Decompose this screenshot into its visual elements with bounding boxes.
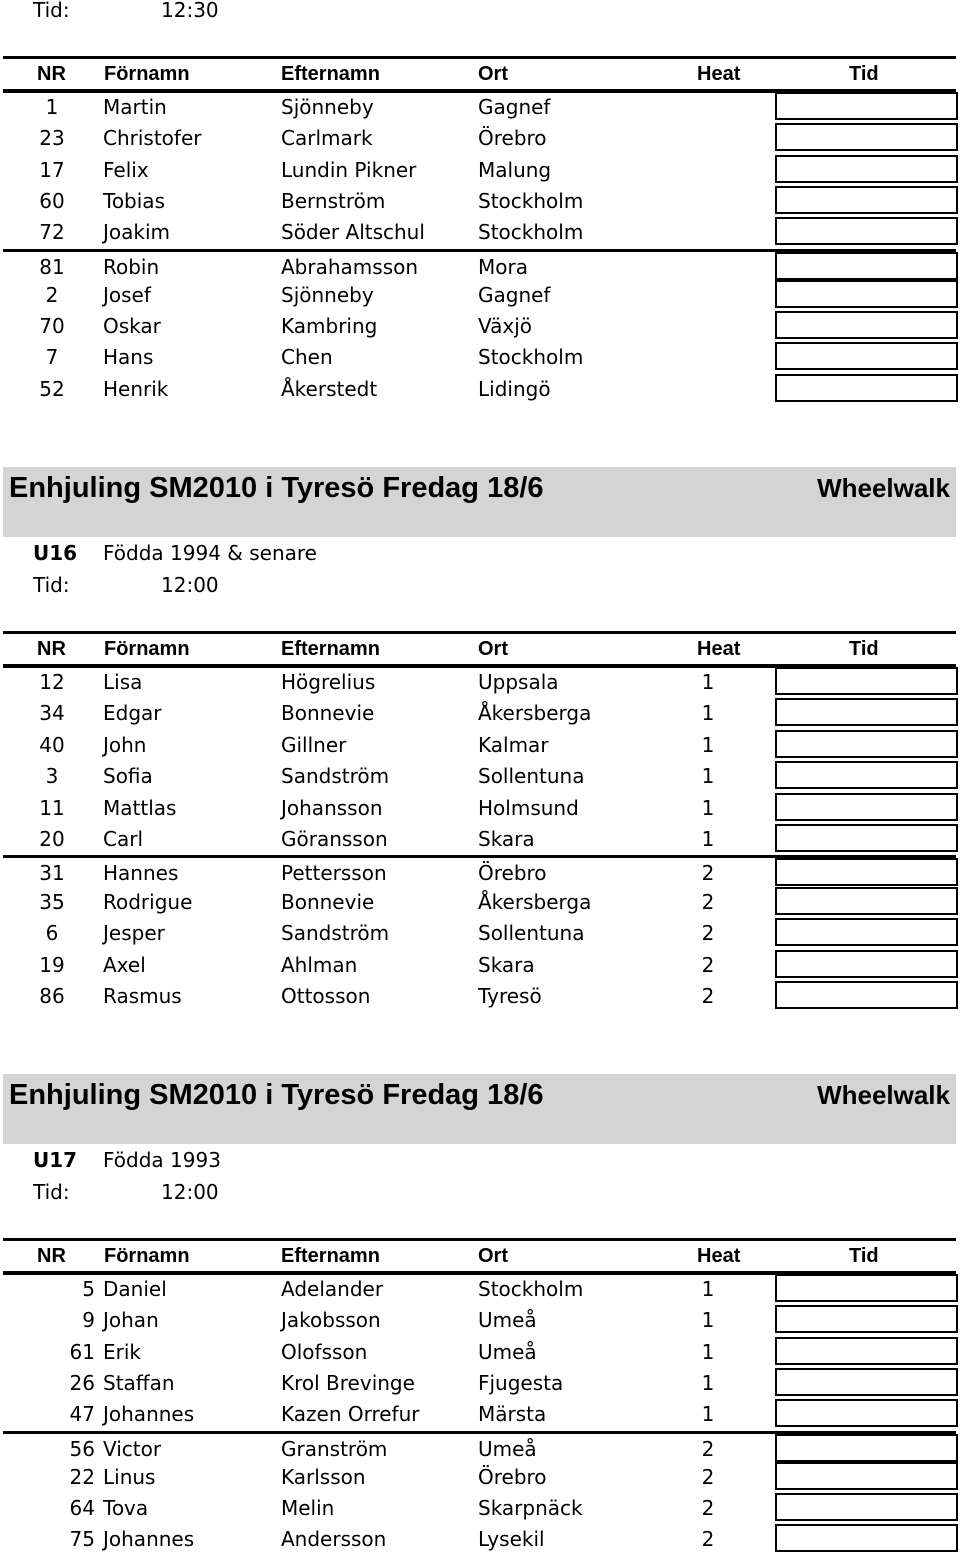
time-entry-box[interactable] <box>775 667 958 695</box>
time-entry-box[interactable] <box>775 252 958 280</box>
time-label: Tid: <box>33 0 70 22</box>
table-row <box>3 186 956 217</box>
city: Åkersberga <box>478 889 592 914</box>
table-header <box>3 1238 956 1275</box>
class-line <box>33 1145 221 1175</box>
first-name: Lisa <box>103 670 143 694</box>
entry-number: 6 <box>45 921 59 946</box>
first-name: Joakim <box>103 220 171 245</box>
time-entry-box[interactable] <box>775 280 958 308</box>
last-name: Sjönneby <box>281 282 374 307</box>
heat-number: 1 <box>701 1277 715 1301</box>
table-row <box>3 311 956 342</box>
entry-number: 31 <box>39 861 65 886</box>
last-name: Bonnevie <box>281 701 375 726</box>
entry-number: 70 <box>39 314 65 339</box>
last-name: Melin <box>281 1496 335 1521</box>
first-name: Tova <box>103 1496 149 1521</box>
header-fornamn: Förnamn <box>104 1245 190 1267</box>
time-entry-box[interactable] <box>775 1524 958 1552</box>
entry-number: 2 <box>45 282 59 307</box>
event-banner <box>3 467 956 537</box>
entry-number: 52 <box>39 376 65 401</box>
entry-number: 12 <box>39 670 65 694</box>
time-entry-box[interactable] <box>775 186 958 214</box>
time-value: 12:00 <box>161 573 219 597</box>
time-entry-box[interactable] <box>775 1368 958 1396</box>
table-row <box>3 249 956 283</box>
entry-number: 23 <box>39 126 65 151</box>
last-name: Lundin Pikner <box>281 157 417 182</box>
time-entry-box[interactable] <box>775 858 958 886</box>
city: Stockholm <box>478 188 584 213</box>
entry-number: 26 <box>69 1370 95 1395</box>
header-fornamn: Förnamn <box>104 63 190 85</box>
time-entry-box[interactable] <box>775 918 958 946</box>
first-name: Carl <box>103 827 143 851</box>
last-name: Adelander <box>281 1277 384 1301</box>
last-name: Bonnevie <box>281 889 375 914</box>
city: Tyresö <box>478 984 542 1008</box>
table-row <box>3 1274 956 1305</box>
last-name: Bernström <box>281 188 386 213</box>
table-row <box>3 217 956 248</box>
header-nr: NR <box>37 638 66 660</box>
table-row <box>3 667 956 698</box>
first-name: Oskar <box>103 314 161 339</box>
last-name: Kazen Orrefur <box>281 1402 420 1427</box>
city: Malung <box>478 157 552 182</box>
table-header <box>3 631 956 668</box>
table-row <box>3 155 956 186</box>
time-entry-box[interactable] <box>775 374 958 402</box>
table-row <box>3 1305 956 1336</box>
city: Fjugesta <box>478 1370 564 1395</box>
time-line <box>33 1177 219 1207</box>
entry-number: 72 <box>39 220 65 245</box>
entry-number: 34 <box>39 701 65 726</box>
time-entry-box[interactable] <box>775 950 958 978</box>
entry-number: 7 <box>45 345 59 370</box>
city: Umeå <box>478 1308 537 1333</box>
entry-number: 56 <box>69 1436 95 1461</box>
city: Skara <box>478 952 535 977</box>
time-entry-box[interactable] <box>775 981 958 1009</box>
city: Örebro <box>478 1464 547 1489</box>
first-name: Robin <box>103 254 160 279</box>
table-row <box>3 887 956 918</box>
entry-number: 40 <box>39 732 65 757</box>
heat-number: 2 <box>701 1436 715 1461</box>
last-name: Karlsson <box>281 1464 366 1489</box>
heat-number: 1 <box>701 701 715 726</box>
city: Gagnef <box>478 95 551 119</box>
last-name: Högrelius <box>281 670 376 694</box>
city: Sollentuna <box>478 764 585 789</box>
first-name: Henrik <box>103 376 169 401</box>
table-row <box>3 730 956 761</box>
city: Skarpnäck <box>478 1496 583 1521</box>
entry-number: 86 <box>39 984 65 1008</box>
entry-number: 11 <box>39 795 65 820</box>
heat-number: 2 <box>701 1527 715 1552</box>
first-name: Johan <box>103 1308 159 1333</box>
city: Kalmar <box>478 732 549 757</box>
first-name: Axel <box>103 952 146 977</box>
city: Stockholm <box>478 1277 584 1301</box>
time-entry-box[interactable] <box>775 342 958 370</box>
first-name: Erik <box>103 1339 141 1364</box>
first-name: Rasmus <box>103 984 182 1008</box>
header-ort: Ort <box>478 63 508 85</box>
header-efternamn: Efternamn <box>281 638 380 660</box>
last-name: Chen <box>281 345 333 370</box>
first-name: Rodrigue <box>103 889 193 914</box>
first-name: Jesper <box>103 921 165 946</box>
last-name: Jakobsson <box>281 1308 381 1333</box>
first-name: Martin <box>103 95 167 119</box>
heat-number: 1 <box>701 1402 715 1427</box>
table-row <box>3 824 956 855</box>
first-name: Staffan <box>103 1370 175 1395</box>
time-value: 12:00 <box>161 1180 219 1204</box>
header-nr: NR <box>37 1245 66 1267</box>
table-row <box>3 280 956 311</box>
city: Lysekil <box>478 1527 545 1552</box>
time-label: Tid: <box>33 573 70 597</box>
header-efternamn: Efternamn <box>281 63 380 85</box>
header-efternamn: Efternamn <box>281 1245 380 1267</box>
city: Åkersberga <box>478 701 592 726</box>
last-name: Olofsson <box>281 1339 368 1364</box>
header-tid: Tid <box>849 63 879 85</box>
city: Växjö <box>478 314 533 339</box>
table-row <box>3 981 956 1012</box>
header-heat: Heat <box>697 638 741 660</box>
table-row <box>3 698 956 729</box>
city: Märsta <box>478 1402 547 1427</box>
time-entry-box[interactable] <box>775 1493 958 1521</box>
city: Gagnef <box>478 282 551 307</box>
class-line <box>33 538 317 568</box>
first-name: Josef <box>103 282 151 307</box>
heat-number: 1 <box>701 1308 715 1333</box>
first-name: Tobias <box>103 188 165 213</box>
heat-number: 2 <box>701 1464 715 1489</box>
heat-number: 2 <box>701 861 715 886</box>
last-name: Sandström <box>281 921 390 946</box>
last-name: Johansson <box>281 795 383 820</box>
entry-number: 64 <box>69 1496 95 1521</box>
first-name: Christofer <box>103 126 202 151</box>
last-name: Granström <box>281 1436 388 1461</box>
heat-number: 1 <box>701 795 715 820</box>
time-line <box>33 0 219 25</box>
city: Mora <box>478 254 528 279</box>
entry-number: 47 <box>69 1402 95 1427</box>
heat-number: 2 <box>701 1496 715 1521</box>
last-name: Kambring <box>281 314 378 339</box>
entry-number: 1 <box>45 95 59 119</box>
entry-number: 35 <box>39 889 65 914</box>
first-name: Johannes <box>103 1402 195 1427</box>
entry-number: 3 <box>45 764 59 789</box>
time-entry-box[interactable] <box>775 1274 958 1302</box>
heat-number: 1 <box>701 1370 715 1395</box>
first-name: Felix <box>103 157 149 182</box>
table-row <box>3 1524 956 1555</box>
time-entry-box[interactable] <box>775 730 958 758</box>
last-name: Göransson <box>281 827 388 851</box>
table-row <box>3 793 956 824</box>
time-label: Tid: <box>33 1180 70 1204</box>
time-entry-box[interactable] <box>775 761 958 789</box>
last-name: Gillner <box>281 732 347 757</box>
last-name: Åkerstedt <box>281 376 378 401</box>
entry-number: 19 <box>39 952 65 977</box>
entry-number: 20 <box>39 827 65 851</box>
class-name: U17 <box>33 1148 78 1172</box>
city: Sollentuna <box>478 921 585 946</box>
city: Örebro <box>478 126 547 151</box>
header-nr: NR <box>37 63 66 85</box>
city: Uppsala <box>478 670 559 694</box>
table-row <box>3 92 956 123</box>
city: Umeå <box>478 1339 537 1364</box>
entry-number: 5 <box>82 1277 95 1301</box>
discipline-title: Wheelwalk <box>817 1080 950 1110</box>
table-row <box>3 123 956 154</box>
header-tid: Tid <box>849 1245 879 1267</box>
entry-number: 22 <box>69 1464 95 1489</box>
time-entry-box[interactable] <box>775 1462 958 1490</box>
time-entry-box[interactable] <box>775 1337 958 1365</box>
header-tid: Tid <box>849 638 879 660</box>
first-name: John <box>103 732 147 757</box>
table-row <box>3 855 956 889</box>
first-name: Sofia <box>103 764 153 789</box>
last-name: Abrahamsson <box>281 254 419 279</box>
time-entry-box[interactable] <box>775 123 958 151</box>
table-row <box>3 918 956 949</box>
heat-number: 1 <box>701 732 715 757</box>
first-name: Edgar <box>103 701 162 726</box>
heat-number: 2 <box>701 984 715 1008</box>
last-name: Pettersson <box>281 861 387 886</box>
table-row <box>3 950 956 981</box>
entry-number: 17 <box>39 157 65 182</box>
table-row <box>3 761 956 792</box>
time-value: 12:30 <box>161 0 219 22</box>
first-name: Daniel <box>103 1277 167 1301</box>
last-name: Söder Altschul <box>281 220 425 245</box>
time-entry-box[interactable] <box>775 1305 958 1333</box>
heat-number: 1 <box>701 1339 715 1364</box>
time-entry-box[interactable] <box>775 1399 958 1427</box>
header-ort: Ort <box>478 1245 508 1267</box>
table-row <box>3 1431 956 1465</box>
table-header <box>3 56 956 93</box>
last-name: Carlmark <box>281 126 373 151</box>
time-entry-box[interactable] <box>775 887 958 915</box>
discipline-title: Wheelwalk <box>817 473 950 503</box>
header-heat: Heat <box>697 1245 741 1267</box>
last-name: Ahlman <box>281 952 358 977</box>
table-row <box>3 342 956 373</box>
city: Stockholm <box>478 220 584 245</box>
time-entry-box[interactable] <box>775 155 958 183</box>
time-line <box>33 570 219 600</box>
heat-number: 1 <box>701 827 715 851</box>
event-title: Enhjuling SM2010 i Tyresö Fredag 18/6 <box>9 472 544 504</box>
city: Lidingö <box>478 376 551 401</box>
heat-number: 1 <box>701 670 715 694</box>
heat-number: 2 <box>701 889 715 914</box>
first-name: Hannes <box>103 861 179 886</box>
header-ort: Ort <box>478 638 508 660</box>
city: Holmsund <box>478 795 579 820</box>
last-name: Sandström <box>281 764 390 789</box>
heat-number: 2 <box>701 921 715 946</box>
table-row <box>3 1462 956 1493</box>
time-entry-box[interactable] <box>775 311 958 339</box>
entry-number: 75 <box>69 1527 95 1552</box>
table-row <box>3 1493 956 1524</box>
time-entry-box[interactable] <box>775 217 958 245</box>
table-row <box>3 1399 956 1430</box>
table-row <box>3 1368 956 1399</box>
first-name: Linus <box>103 1464 156 1489</box>
birth-years: Födda 1994 & senare <box>103 541 317 565</box>
first-name: Hans <box>103 345 154 370</box>
time-entry-box[interactable] <box>775 698 958 726</box>
event-banner <box>3 1074 956 1144</box>
first-name: Johannes <box>103 1527 195 1552</box>
table-row <box>3 1337 956 1368</box>
class-name: U16 <box>33 541 78 565</box>
city: Umeå <box>478 1436 537 1461</box>
birth-years: Födda 1993 <box>103 1148 221 1172</box>
city: Stockholm <box>478 345 584 370</box>
last-name: Andersson <box>281 1527 387 1552</box>
table-row <box>3 374 956 405</box>
first-name: Mattlas <box>103 795 177 820</box>
entry-number: 81 <box>39 254 65 279</box>
header-fornamn: Förnamn <box>104 638 190 660</box>
event-title: Enhjuling SM2010 i Tyresö Fredag 18/6 <box>9 1079 544 1111</box>
time-entry-box[interactable] <box>775 1434 958 1462</box>
last-name: Krol Brevinge <box>281 1370 415 1395</box>
last-name: Ottosson <box>281 984 371 1008</box>
last-name: Sjönneby <box>281 95 374 119</box>
time-entry-box[interactable] <box>775 92 958 120</box>
entry-number: 9 <box>82 1308 95 1333</box>
first-name: Victor <box>103 1436 162 1461</box>
city: Örebro <box>478 861 547 886</box>
header-heat: Heat <box>697 63 741 85</box>
entry-number: 60 <box>39 188 65 213</box>
heat-number: 2 <box>701 952 715 977</box>
time-entry-box[interactable] <box>775 824 958 852</box>
city: Skara <box>478 827 535 851</box>
heat-number: 1 <box>701 764 715 789</box>
entry-number: 61 <box>69 1339 95 1364</box>
time-entry-box[interactable] <box>775 793 958 821</box>
